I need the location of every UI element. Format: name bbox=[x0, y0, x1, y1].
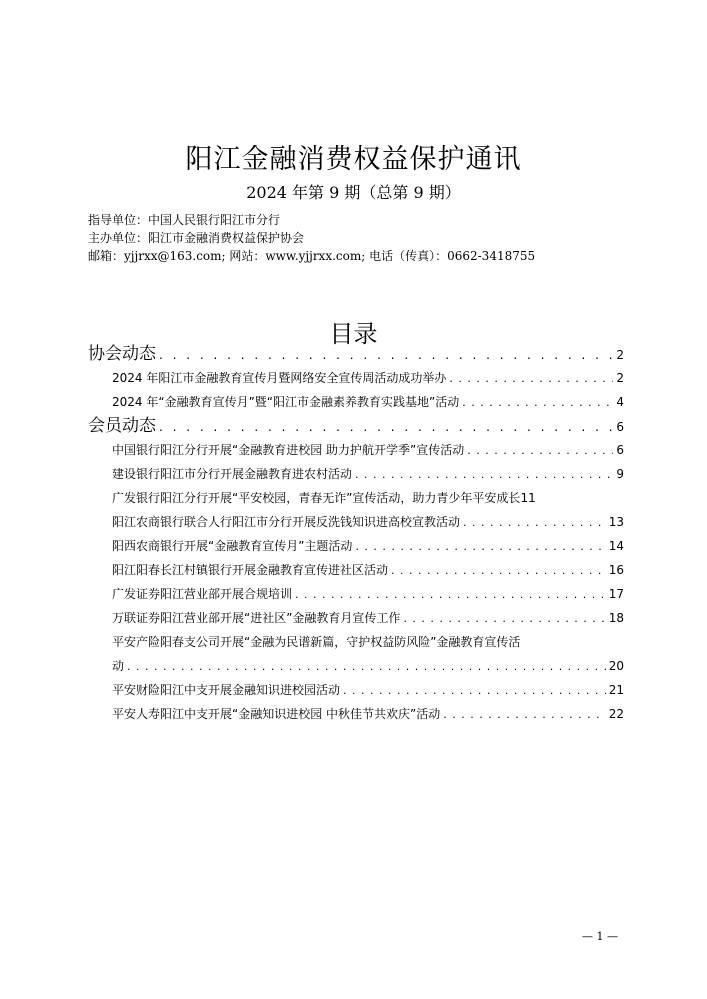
toc-entry[interactable]: 2024 年“金融教育宣传月”暨“阳江市金融素养教育实践基地”活动 . . . 4 bbox=[88, 390, 624, 414]
newsletter-title: 阳江金融消费权益保护通讯 bbox=[185, 144, 522, 175]
issue-number: 2024 年第 9 期（总第 9 期） bbox=[246, 183, 461, 202]
toc-entry[interactable]: 平安财险阳江中支开展金融知识进校园活动 . . . 21 bbox=[88, 678, 624, 702]
toc-entry[interactable]: 2024 年阳江市金融教育宣传月暨网络安全宣传周活动成功举办 . . . 2 bbox=[88, 366, 624, 390]
toc-entry[interactable]: 中国银行阳江分行开展“金融教育进校园 助力护航开学季”宣传活动 . . . 6 bbox=[88, 438, 624, 462]
toc-entry[interactable]: 建设银行阳江市分行开展金融教育进农村活动 . . . 9 bbox=[88, 462, 624, 486]
toc-entry[interactable]: 万联证券阳江营业部开展“进社区”金融教育月宣传工作 . . . 18 bbox=[88, 606, 624, 630]
toc-section-members[interactable]: 会员动态 . . . 6 bbox=[88, 414, 624, 438]
contact-info: 邮箱：yjjrxx@163.com; 网站：www.yjjrxx.com; 电话（传真）：0662-3418755 bbox=[88, 249, 536, 263]
toc-entry[interactable]: 阳江阳春长江村镇银行开展金融教育宣传进社区活动 . . . 16 bbox=[88, 558, 624, 582]
guide-unit: 指导单位：中国人民银行阳江市分行 bbox=[88, 213, 281, 227]
host-unit: 主办单位：阳江市金融消费权益保护协会 bbox=[88, 231, 305, 245]
toc-section-association[interactable]: 协会动态 . . . 2 bbox=[88, 342, 624, 366]
toc-entry-wrapped-line1[interactable]: 平安产险阳春支公司开展“金融为民谱新篇，守护权益防风险”金融教育宣传活 bbox=[112, 635, 521, 649]
toc-entry-wrapped-line2[interactable]: 动 . . . 20 bbox=[88, 654, 624, 678]
page-footer-number: — 1 — bbox=[582, 930, 618, 943]
toc-entry[interactable]: 阳江农商银行联合人行阳江市分行开展反洗钱知识进高校宣教活动 . . . 13 bbox=[88, 510, 624, 534]
table-of-contents bbox=[88, 342, 624, 726]
toc-entry[interactable]: 广发银行阳江分行开展“平安校园，青春无诈”宣传活动，助力青少年平安成长 11 bbox=[112, 491, 536, 505]
toc-heading: 目录 bbox=[329, 320, 378, 348]
toc-entry[interactable]: 广发证券阳江营业部开展合规培训 . . . 17 bbox=[88, 582, 624, 606]
toc-entry[interactable]: 平安人寿阳江中支开展“金融知识进校园 中秋佳节共欢庆”活动 . . . 22 bbox=[88, 702, 624, 726]
toc-entry[interactable]: 阳西农商银行开展“金融教育宣传月”主题活动 . . . 14 bbox=[88, 534, 624, 558]
